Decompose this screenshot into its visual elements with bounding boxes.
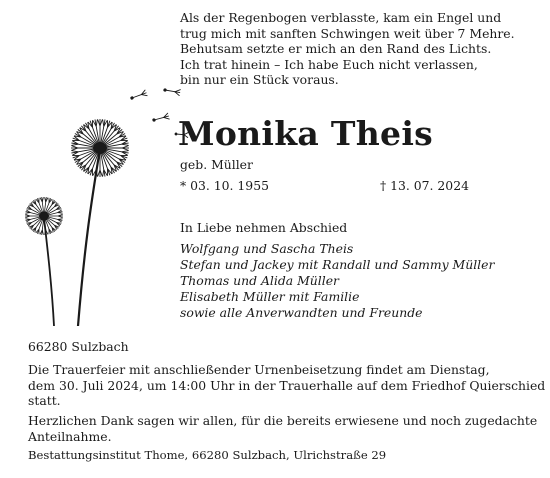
mourners-list <box>180 241 494 321</box>
mourner-line: Stefan und Jackey mit Randall und Sammy Müller <box>180 257 495 272</box>
mourner-line: Wolfgang und Sascha Theis <box>180 241 354 256</box>
poem-line: Ich trat hinein – Ich habe Euch nicht verlassen, <box>180 56 478 72</box>
dandelion-illustration <box>20 78 190 326</box>
death-date: † 13. 07. 2024 <box>380 178 469 193</box>
ceremony-line: Die Trauerfeier mit anschließender Urnenbeisetzung findet am Dienstag, <box>28 362 490 377</box>
thanks-text <box>28 413 537 444</box>
location: 66280 Sulzbach <box>28 339 129 354</box>
ceremony-line: statt. <box>28 393 61 409</box>
birth-name: geb. Müller <box>180 157 253 172</box>
thanks-line: Anteilnahme. <box>28 428 112 444</box>
farewell-heading: In Liebe nehmen Abschied <box>180 220 348 235</box>
undertaker-info: Bestattungsinstitut Thome, 66280 Sulzbach, Ulrichstraße 29 <box>28 448 387 462</box>
birth-date: * 03. 10. 1955 <box>180 178 269 193</box>
mourner-line: sowie alle Anverwandten und Freunde <box>180 305 423 320</box>
ceremony-text <box>28 362 546 409</box>
poem-line: Als der Regenbogen verblasste, kam ein Engel und <box>180 10 502 25</box>
poem-line: trug mich mit sanften Schwingen weit über 7 Mehre. <box>180 25 515 41</box>
mourner-line: Thomas und Alida Müller <box>180 273 339 288</box>
mourner-line: Elisabeth Müller mit Familie <box>180 289 360 304</box>
poem-line: Behutsam setzte er mich an den Rand des Lichts. <box>180 41 492 57</box>
ceremony-line: dem 30. Juli 2024, um 14:00 Uhr in der Trauerhalle auf dem Friedhof Quierschied <box>28 377 546 393</box>
deceased-name: Monika Theis <box>178 114 434 153</box>
poem-line: bin nur ein Stück voraus. <box>180 72 339 88</box>
thanks-line: Herzlichen Dank sagen wir allen, für die bereits erwiesene und noch zugedachte <box>28 413 538 428</box>
poem <box>180 10 540 88</box>
life-dates <box>180 178 469 193</box>
